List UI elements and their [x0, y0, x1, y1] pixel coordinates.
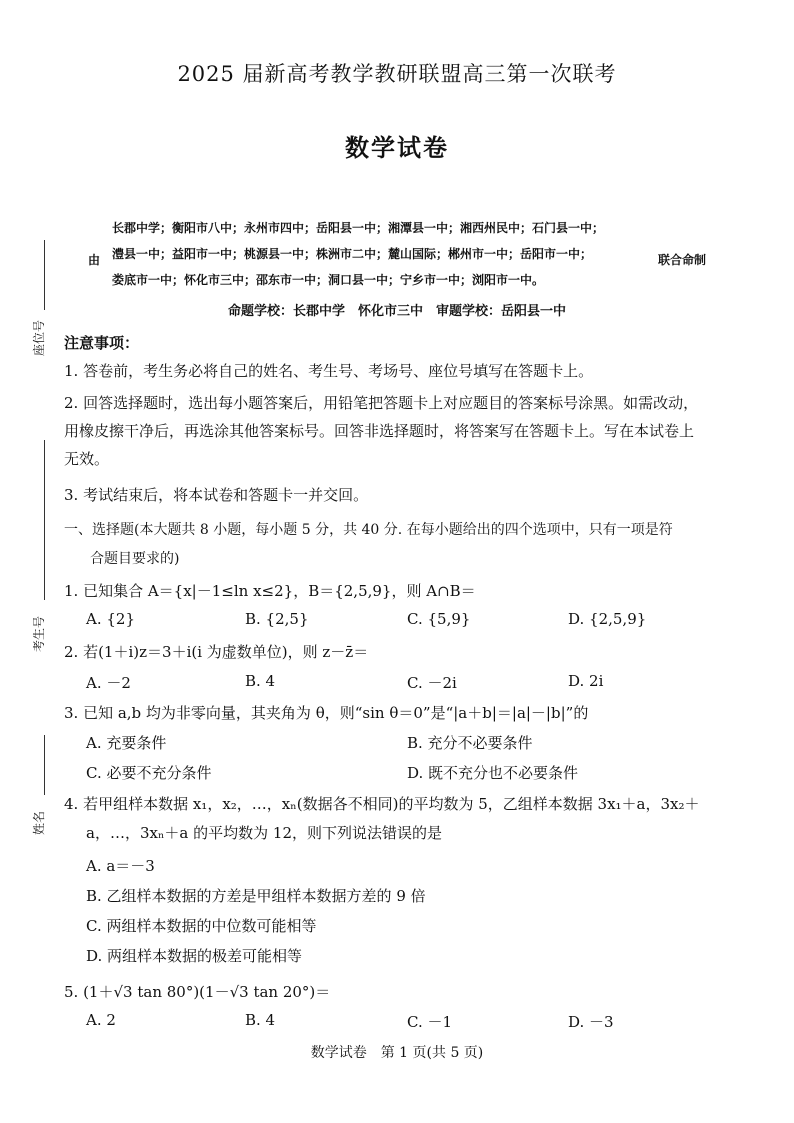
page-footer: 数学试卷 第 1 页(共 5 页)	[310, 1045, 484, 1061]
exam-number-write-line	[44, 440, 45, 600]
question-5-option-d: D. －3	[568, 1013, 614, 1031]
question-1-option-b: B. {2,5}	[245, 610, 309, 628]
seat-number-label: 座位号	[32, 319, 46, 356]
question-4-option-d: D. 两组样本数据的极差可能相等	[86, 947, 303, 965]
question-1-option-d: D. {2,5,9}	[568, 610, 647, 628]
question-4-stem-line-2: a，…，3xₙ＋a 的平均数为 12，则下列说法错误的是	[86, 824, 443, 842]
question-3-option-a: A. 充要条件	[86, 734, 167, 752]
notice-item-2-line-1: 2. 回答选择题时，选出每小题答案后，用铅笔把答题卡上对应题目的答案标号涂黑。如需改动，	[64, 394, 699, 412]
question-4-option-a: A. a＝－3	[86, 857, 155, 875]
question-5-option-a: A. 2	[86, 1011, 116, 1029]
question-5-stem: 5. (1＋√3 tan 80°)(1－√3 tan 20°)＝	[64, 983, 331, 1001]
notice-item-1: 1. 答卷前，考生务必将自己的姓名、考生号、考场号、座位号填写在答题卡上。	[64, 362, 594, 380]
question-1-option-c: C. {5,9}	[407, 610, 471, 628]
question-3-option-d: D. 既不充分也不必要条件	[407, 764, 579, 782]
schools-line-2: 澧县一中；益阳市一中；桃源县一中；株洲市二中；麓山国际；郴州市一中；岳阳市一中；	[112, 247, 593, 261]
notice-item-2-line-3: 无效。	[64, 450, 110, 468]
setter-schools: 命题学校：长郡中学 怀化市三中 审题学校：岳阳县一中	[227, 304, 566, 319]
section-1-instructions-line-2: 合题目要求的)	[90, 551, 180, 567]
question-4-stem-line-1: 4. 若甲组样本数据 x₁，x₂，…，xₙ(数据各不相同)的平均数为 5，乙组样本数据 3x₁＋a，3x₂＋	[64, 795, 700, 813]
notice-item-2-line-2: 用橡皮擦干净后，再选涂其他答案标号。回答非选择题时，将答案写在答题卡上。写在本试卷上	[64, 422, 695, 440]
schools-line-1: 长郡中学；衡阳市八中；永州市四中；岳阳县一中；湘潭县一中；湘西州民中；石门县一中；	[112, 221, 605, 235]
question-2-option-d: D. 2i	[568, 672, 604, 690]
question-2-option-a: A. －2	[86, 674, 131, 692]
question-5-option-c: C. －1	[407, 1013, 453, 1031]
question-2-option-b: B. 4	[245, 672, 276, 690]
notice-heading: 注意事项：	[64, 334, 140, 352]
question-4-option-b: B. 乙组样本数据的方差是甲组样本数据方差的 9 倍	[86, 887, 426, 905]
question-5-option-b: B. 4	[245, 1011, 276, 1029]
question-1-stem: 1. 已知集合 A＝{x|－1≤ln x≤2}，B＝{2,5,9}，则 A∩B＝	[64, 582, 476, 600]
schools-left-label: 由	[88, 253, 101, 267]
question-4-option-c: C. 两组样本数据的中位数可能相等	[86, 917, 317, 935]
paper-subtitle: 数学试卷	[345, 134, 449, 162]
section-1-instructions-line-1: 一、选择题(本大题共 8 小题，每小题 5 分，共 40 分. 在每小题给出的四个选项中，只有一项是符	[64, 522, 673, 538]
name-write-line	[44, 735, 45, 795]
schools-right-label: 联合命制	[658, 253, 707, 267]
question-3-option-c: C. 必要不充分条件	[86, 764, 212, 782]
exam-number-label: 考生号	[32, 615, 46, 652]
question-1-option-a: A. {2}	[86, 610, 135, 628]
notice-item-3: 3. 考试结束后，将本试卷和答题卡一并交回。	[64, 486, 369, 504]
name-label: 姓名	[32, 810, 46, 835]
question-3-stem: 3. 已知 a,b 均为非零向量，其夹角为 θ，则“sin θ＝0”是“|a＋b|＝|a|－|b|”的	[64, 704, 589, 722]
question-2-option-c: C. －2i	[407, 674, 457, 692]
schools-line-3: 娄底市一中；怀化市三中；邵东市一中；洞口县一中；宁乡市一中；浏阳市一中。	[112, 273, 545, 287]
question-2-stem: 2. 若(1＋i)z＝3＋i(i 为虚数单位)，则 z－z̄＝	[64, 643, 369, 661]
exam-title: 2025 届新高考教学教研联盟高三第一次联考	[177, 62, 617, 86]
question-3-option-b: B. 充分不必要条件	[407, 734, 533, 752]
seat-write-line	[44, 240, 45, 310]
